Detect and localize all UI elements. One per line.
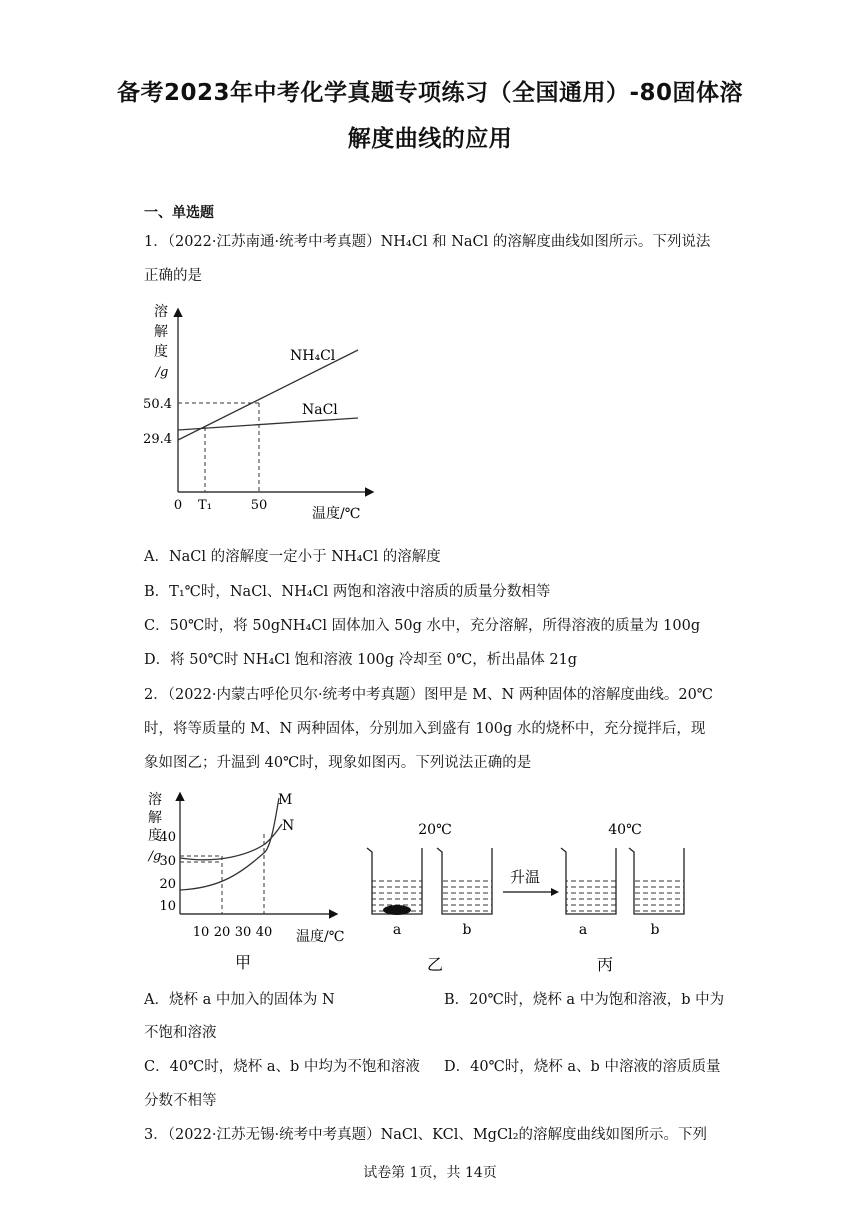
q1-stem-line2: 正确的是 — [144, 268, 202, 284]
q1-xtick-0: 0 — [173, 498, 183, 513]
q2-arrow-head — [551, 888, 559, 896]
q1-xtick-50: 50 — [250, 498, 268, 513]
q2-stem-line3: 象如图乙；升温到 40℃时，现象如图丙。下列说法正确的是 — [144, 755, 532, 771]
q2-stem-line2: 时，将等质量的 M、N 两种固体，分别加入到盛有 100g 水的烧杯中，充分搅拌后，现 — [144, 721, 706, 737]
q1-option-d: D．将 50℃时 NH₄Cl 饱和溶液 100g 冷却至 0℃，析出晶体 21g — [144, 652, 578, 668]
q1-ylabel-2: 解 — [154, 324, 168, 340]
q2-option-b-line2: 不饱和溶液 — [144, 1025, 217, 1041]
document-title-line1: 备考2023年中考化学真题专项练习（全国通用）-80固体溶 — [116, 80, 744, 106]
document-title-line2: 解度曲线的应用 — [347, 126, 513, 152]
q1-ytick-50.4: 50.4 — [143, 397, 172, 412]
q2-yi-label-a: a — [392, 922, 402, 938]
q2-ylabel-3: 度 — [148, 828, 162, 844]
q2-xtick-30: 30 — [234, 925, 252, 940]
q2-ylabel-4: /g — [148, 849, 162, 864]
q2-yi-temp: 20℃ — [418, 822, 452, 838]
q1-xtick-t1: T₁ — [198, 498, 212, 513]
q2-option-b-line1: B．20℃时，烧杯 a 中为饱和溶液，b 中为 — [444, 992, 725, 1008]
q2-figure-beakers — [355, 812, 725, 978]
section-heading: 一、单选题 — [144, 205, 214, 221]
q2-caption-jia: 甲 — [234, 953, 252, 972]
q2-yi-beaker-b — [437, 848, 492, 914]
q1-option-a: A．NaCl 的溶解度一定小于 NH₄Cl 的溶解度 — [144, 549, 441, 565]
q2-caption-yi: 乙 — [426, 955, 444, 974]
q1-stem-line1: 1．（2022·江苏南通·统考中考真题）NH₄Cl 和 NaCl 的溶解度曲线如图所示。下列说法 — [144, 234, 711, 250]
q2-ylabel-1: 溶 — [148, 792, 162, 808]
q1-ytick-29.4: 29.4 — [143, 432, 172, 447]
q2-ytick-10: 10 — [159, 899, 176, 914]
q2-caption-bing: 丙 — [596, 955, 614, 974]
q2-bing-beaker-b — [629, 848, 684, 914]
q2-xtick-40: 40 — [255, 925, 273, 940]
q2-option-d-line2: 分数不相等 — [144, 1093, 217, 1109]
q1-ylabel-4: /g — [155, 365, 169, 380]
q2-yi-label-b: b — [462, 922, 472, 938]
q2-ytick-20: 20 — [159, 877, 176, 892]
q2-curve-n — [180, 824, 282, 860]
q2-series-n-label: N — [282, 818, 295, 834]
page-footer: 试卷第 1页，共 14页 — [363, 1165, 497, 1181]
q2-option-c: C．40℃时，烧杯 a、b 中均为不饱和溶液 — [144, 1059, 420, 1075]
q2-ytick-30: 30 — [159, 854, 176, 869]
q1-series-nh4cl-label: NH₄Cl — [290, 348, 336, 364]
q1-option-c: C．50℃时，将 50gNH₄Cl 固体加入 50g 水中，充分溶解，所得溶液的质量为 100g — [144, 618, 701, 634]
q1-solubility-chart — [140, 296, 380, 528]
q2-figure-jia — [140, 784, 350, 976]
q1-option-b: B．T₁℃时，NaCl、NH₄Cl 两饱和溶液中溶质的质量分数相等 — [144, 584, 551, 600]
q2-stem-line1: 2．（2022·内蒙古呼伦贝尔·统考中考真题）图甲是 M、N 两种固体的溶解度曲线。20℃ — [144, 687, 714, 703]
q2-xtick-10: 10 — [192, 925, 210, 940]
q1-series-nacl-label: NaCl — [302, 402, 338, 418]
q1-ylabel-1: 溶 — [154, 304, 168, 320]
q2-xlabel: 温度/℃ — [296, 929, 345, 945]
q2-bing-label-a: a — [578, 922, 588, 938]
q1-ylabel-3: 度 — [154, 344, 168, 360]
q2-undissolved-solid — [383, 905, 411, 915]
q2-series-m-label: M — [278, 792, 293, 808]
q3-stem-line1: 3．（2022·江苏无锡·统考中考真题）NaCl、KCl、MgCl₂的溶解度曲线如图所示。下列 — [144, 1127, 708, 1143]
q2-option-d-line1: D．40℃时，烧杯 a、b 中溶液的溶质质量 — [444, 1059, 721, 1075]
q2-xtick-20: 20 — [213, 925, 231, 940]
q2-bing-temp: 40℃ — [608, 822, 642, 838]
q2-yi-beaker-a — [367, 848, 422, 915]
q2-bing-label-b: b — [650, 922, 660, 938]
q1-xlabel: 温度/℃ — [312, 506, 361, 522]
q2-option-a: A．烧杯 a 中加入的固体为 N — [144, 992, 335, 1008]
q2-arrow-label: 升温 — [509, 868, 541, 886]
q2-ytick-40: 40 — [159, 830, 176, 845]
q2-ylabel-2: 解 — [148, 810, 162, 826]
q2-bing-beaker-a — [561, 848, 616, 914]
